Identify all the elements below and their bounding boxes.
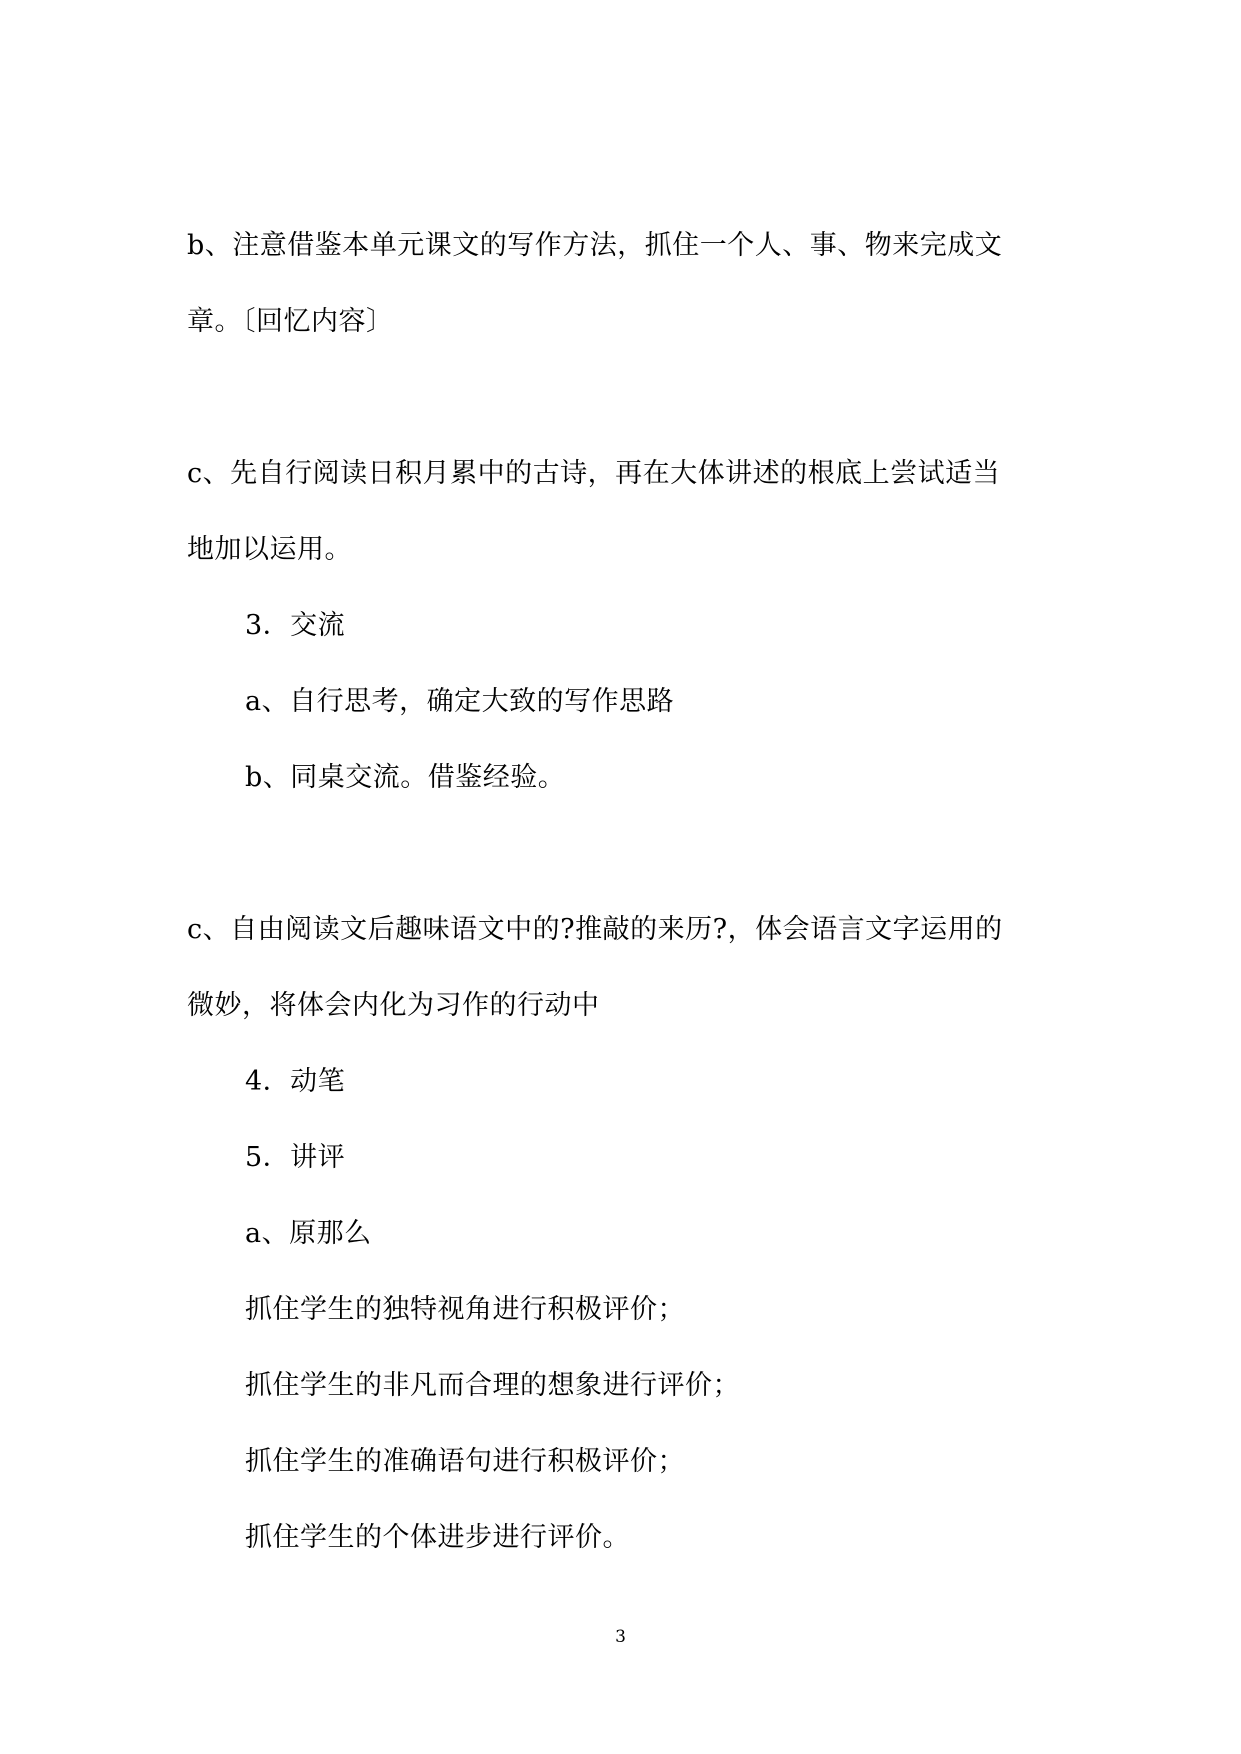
paragraph-line: b、同桌交流。借鉴经验。	[245, 762, 566, 793]
paragraph-line: 微妙，将体会内化为习作的行动中	[187, 990, 600, 1021]
paragraph-line: 抓住学生的个体进步进行评价。	[245, 1522, 630, 1553]
paragraph-line: 地加以运用。	[187, 534, 352, 565]
paragraph-line: 抓住学生的独特视角进行积极评价；	[245, 1294, 685, 1325]
paragraph-line: a、原那么	[245, 1218, 372, 1249]
section-heading: 5．讲评	[245, 1142, 346, 1173]
section-heading: 3．交流	[245, 610, 346, 641]
page-number: 3	[615, 1627, 626, 1647]
paragraph-line: 章。〔回忆内容〕	[187, 306, 394, 337]
paragraph-line: c、自由阅读文后趣味语文中的?推敲的来历?，体会语言文字运用的	[187, 914, 1003, 945]
paragraph-line: a、自行思考，确定大致的写作思路	[245, 686, 675, 717]
paragraph-line: 抓住学生的准确语句进行积极评价；	[245, 1446, 685, 1477]
paragraph-line: b、注意借鉴本单元课文的写作方法，抓住一个人、事、物来完成文	[187, 230, 1003, 261]
paragraph-line: 抓住学生的非凡而合理的想象进行评价；	[245, 1370, 740, 1401]
section-heading: 4．动笔	[245, 1066, 346, 1097]
paragraph-line: c、先自行阅读日积月累中的古诗，再在大体讲述的根底上尝试适当	[187, 458, 1001, 489]
